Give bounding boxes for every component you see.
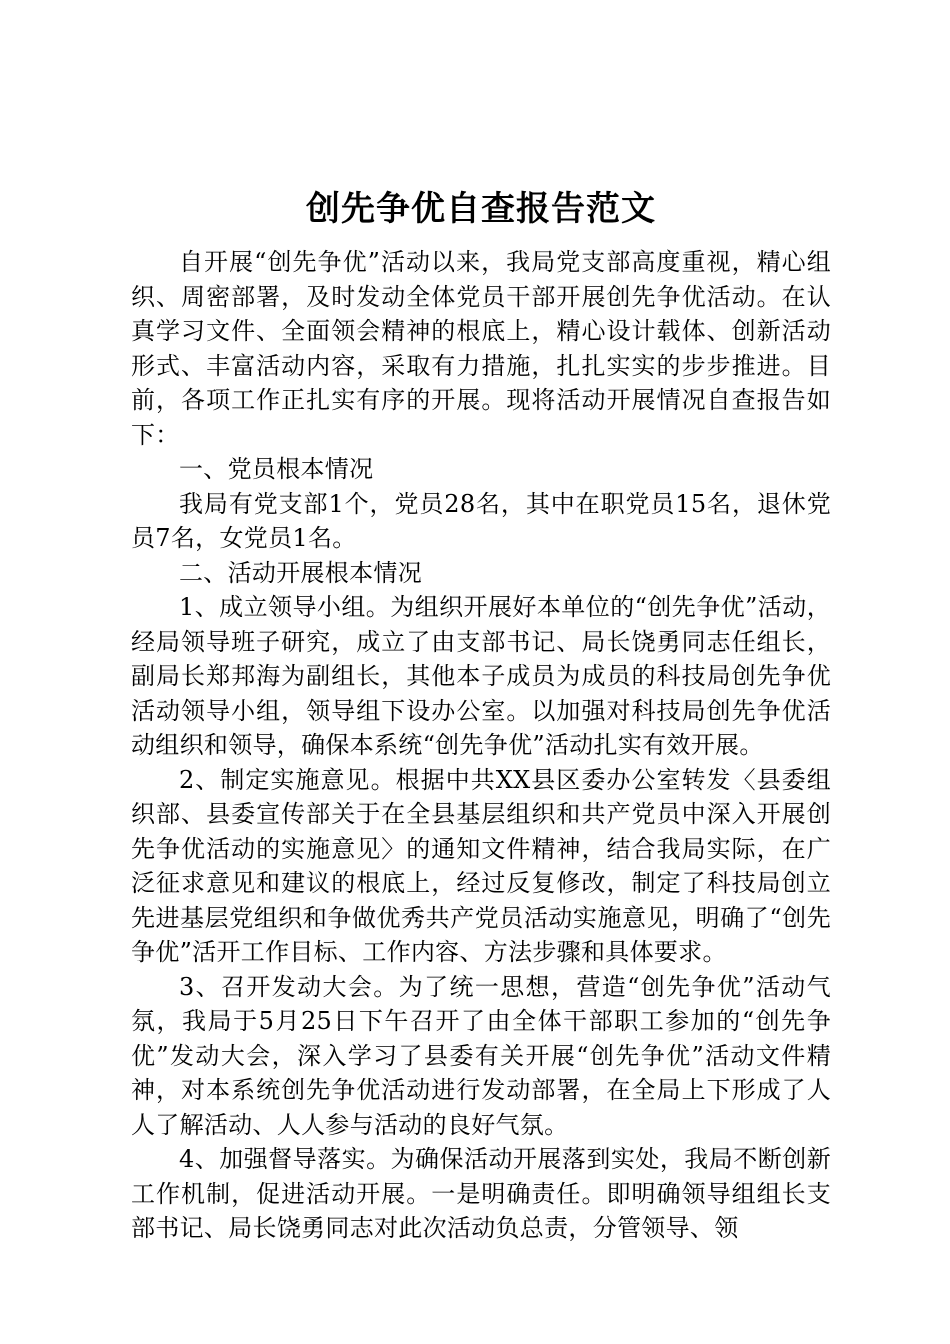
paragraph-supervision: 4、加强督导落实。为确保活动开展落到实处，我局不断创新工作机制，促进活动开展。一是明确责任。即明确领导组组长支部书记、局长饶勇同志对此次活动负总责，分管领导、领 bbox=[131, 1145, 831, 1242]
paragraph-party-members: 我局有党支部1个，党员28名，其中在职党员15名，退休党员7名，女党员1名。 bbox=[131, 489, 831, 552]
heading-activities: 二、活动开展根本情况 bbox=[179, 558, 422, 587]
paragraph-implementation-plan: 2、制定实施意见。根据中共XX县区委办公室转发〈县委组织部、县委宣传部关于在全县基层组织和共产党员中深入开展创先争优活动的实施意见〉的通知文件精神，结合我局实际，在广泛征求意见和建议的根底上，经过反复修改，制定了科技局创立先进基层党组织和争做优秀共产党员活动实施意见，明确了“创先争优”活开工作目标、工作内容、方法步骤和具体要求。 bbox=[131, 765, 831, 966]
heading-party-members: 一、党员根本情况 bbox=[179, 455, 374, 483]
paragraph-leading-group: 1、成立领导小组。为组织开展好本单位的“创先争优”活动，经局领导班子研究，成立了由支部书记、局长饶勇同志任组长，副局长郑邦海为副组长，其他本子成员为成员的科技局创先争优活动领导小组，领导组下设办公室。以加强对科技局创先争优活动组织和领导，确保本系统“创先争优”活动扎实有效开展。 bbox=[131, 593, 831, 759]
paragraph-intro: 自开展“创先争优”活动以来，我局党支部高度重视，精心组织、周密部署，及时发动全体党员干部开展创先争优活动。在认真学习文件、全面领会精神的根底上，精心设计载体、创新活动形式、丰富活动内容，采取有力措施，扎扎实实的步步推进。目前，各项工作正扎实有序的开展。现将活动开展情况自查报告如下： bbox=[131, 248, 831, 449]
paragraph-mobilization-meeting: 3、召开发动大会。为了统一思想，营造“创先争优”活动气氛，我局于5月25日下午召开了由全体干部职工参加的“创先争优”发动大会，深入学习了县委有关开展“创先争优”活动文件精神，对本系统创先争优活动进行发动部署，在全局上下形成了人人了解活动、人人参与活动的良好气氛。 bbox=[131, 972, 831, 1139]
document-body bbox=[131, 245, 831, 1246]
document-title: 创先争优自查报告范文 bbox=[306, 189, 656, 229]
